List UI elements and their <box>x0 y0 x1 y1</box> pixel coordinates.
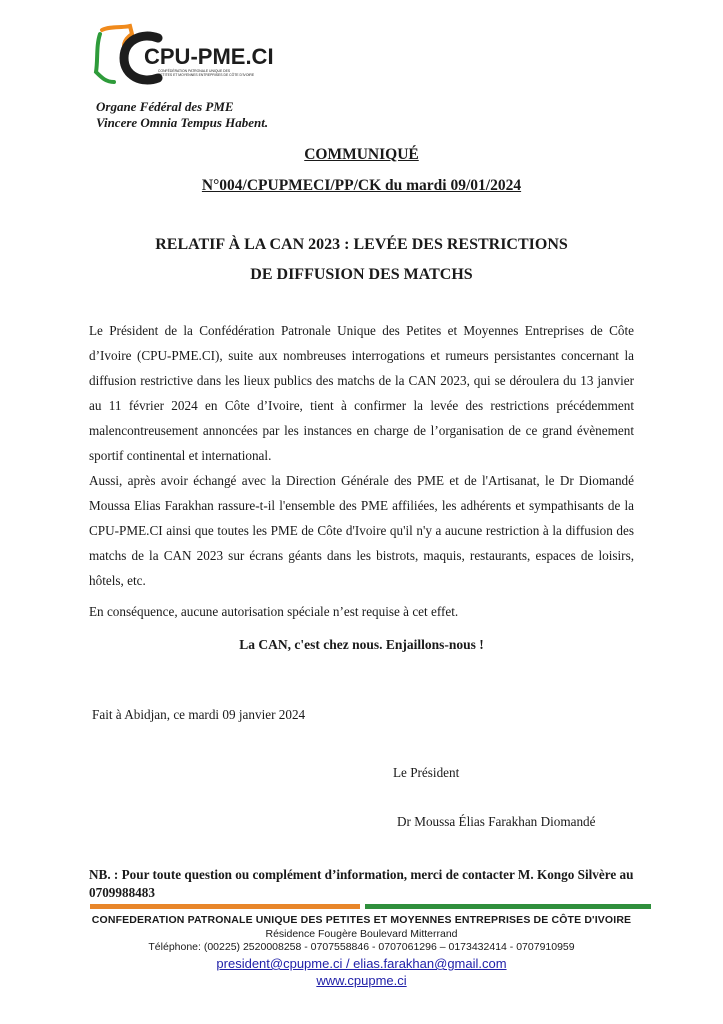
communique-heading <box>0 146 723 164</box>
footer-emails-line <box>0 955 723 973</box>
paragraph-1: Le Président de la Confédération Patronale Unique des Petites et Moyennes Entreprises de Côte d’Ivoire (CPU-PME.CI), suite aux nombreuses interrogations et rumeurs persistantes concernant la diffusion restrictive dans les lieux publics des matchs de la CAN 2023, qui se déroulera du 13 janvier au 11 février 2024 en Côte d’Ivoire, tient à confirmer la levée des restrictions précédemment malencontreusement annoncées par les instances en charge de l’organisation de ce grand évènement sportif continental et international. <box>89 323 634 463</box>
footer-website-link[interactable]: www.cpupme.ci <box>316 973 407 988</box>
footer-email-links[interactable]: president@cpupme.ci / elias.farakhan@gmail.com <box>216 956 507 971</box>
footer-website-line <box>0 972 723 990</box>
footer-telephone: Téléphone: (00225) 2520008258 - 0707558846 - 0707061296 – 0173432414 - 0707910959 <box>148 941 575 953</box>
reference-number: N°004/CPUPMECI/PP/CK du mardi 09/01/2024 <box>201 177 522 194</box>
footer-bar-orange <box>90 904 360 909</box>
logo-text: CPU-PME.CI <box>144 44 274 69</box>
cpu-pme-logo <box>92 20 274 98</box>
title-line-2: DE DIFFUSION DES MATCHS <box>250 266 473 283</box>
tagline-motto: Vincere Omnia Tempus Habent. <box>96 115 269 130</box>
footer-organization: CONFEDERATION PATRONALE UNIQUE DES PETITES ET MOYENNES ENTREPRISES DE CÔTE D'IVOIRE <box>91 914 632 926</box>
title-line-1: RELATIF À LA CAN 2023 : LEVÉE DES RESTRICTIONS <box>155 236 568 253</box>
place-date: Fait à Abidjan, ce mardi 09 janvier 2024 <box>92 707 306 722</box>
paragraph-3: En conséquence, aucune autorisation spéciale n’est requise à cet effet. <box>89 604 459 619</box>
footer-bar-green <box>365 904 651 909</box>
map-outline-green <box>96 34 114 82</box>
logo-subtext-2: PETITES ET MOYENNES ENTREPRISES DE CÔTE D'IVOIRE <box>158 73 255 77</box>
contact-note: NB. : Pour toute question ou complément d’information, merci de contacter M. Kongo Silvère au 0709988483 <box>89 867 634 900</box>
logo-subtext-1: CONFÉDÉRATION PATRONALE UNIQUE DES <box>158 69 231 73</box>
paragraph-2: Aussi, après avoir échangé avec la Direction Générale des PME et de l'Artisanat, le Dr Diomandé Moussa Elias Farakhan rassure-t-il l'ensemble des PME affiliées, les adhérents et sympathisants de la CPU-PME.CI ainsi que toutes les PME de Côte d'Ivoire qu'il n'y a aucune restriction à la diffusion des matchs de la CAN 2023 sur écrans géants dans les bistrots, maquis, restaurants, espaces de loisirs, hôtels, etc. <box>89 473 634 588</box>
communique-label: COMMUNIQUÉ <box>304 146 419 163</box>
tagline-organe: Organe Fédéral des PME <box>96 99 234 114</box>
slogan: La CAN, c'est chez nous. Enjaillons-nous ! <box>239 637 484 652</box>
footer-address: Résidence Fougère Boulevard Mitterrand <box>265 928 458 940</box>
reference-line <box>0 177 723 195</box>
signature-role: Le Président <box>393 765 460 780</box>
signature-name: Dr Moussa Élias Farakhan Diomandé <box>397 814 596 829</box>
